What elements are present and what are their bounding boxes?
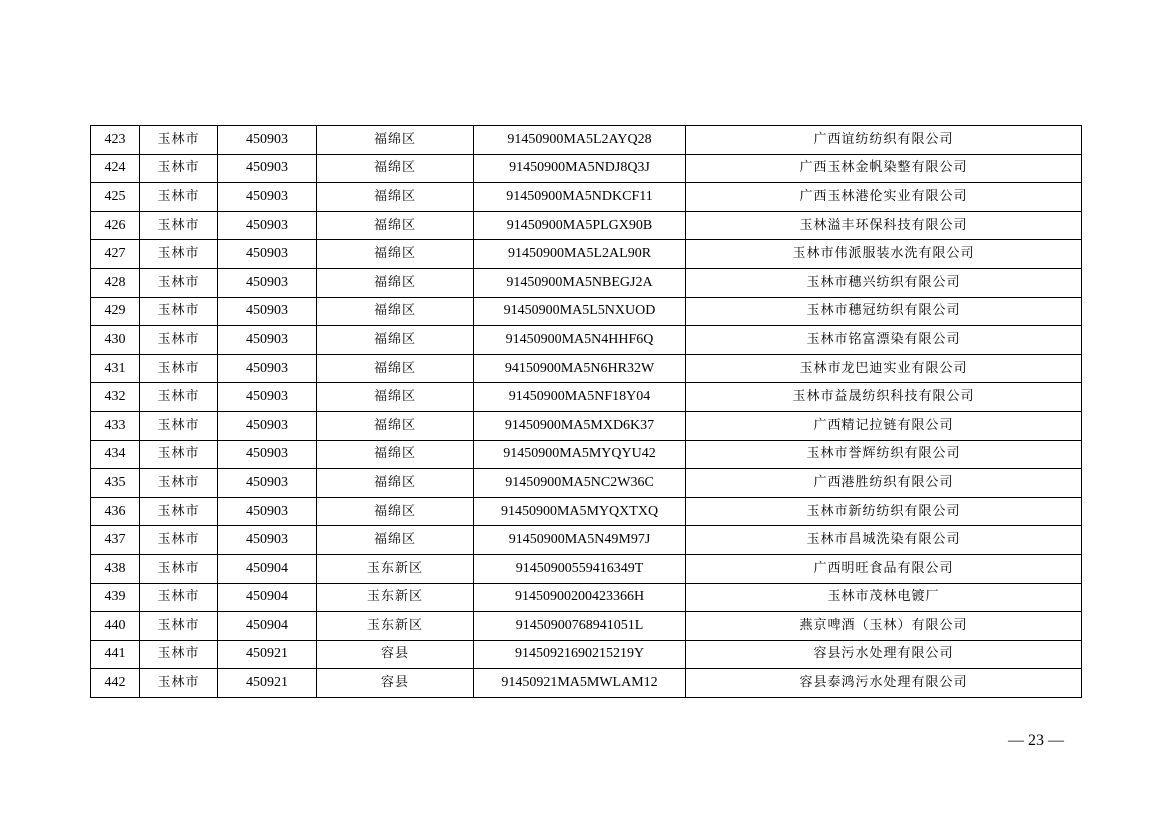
credit-code-cell: 94150900MA5N6HR32W bbox=[474, 354, 686, 383]
table-row bbox=[91, 240, 1082, 269]
credit-code-cell: 91450900MA5L5NXUOD bbox=[474, 297, 686, 326]
company-name-cell: 玉林市誉辉纺织有限公司 bbox=[686, 440, 1082, 469]
company-name-cell: 广西精记拉链有限公司 bbox=[686, 411, 1082, 440]
district-cell: 福绵区 bbox=[317, 297, 474, 326]
city-cell: 玉林市 bbox=[140, 583, 218, 612]
district-cell: 福绵区 bbox=[317, 440, 474, 469]
serial-number-cell: 423 bbox=[91, 126, 140, 155]
district-cell: 福绵区 bbox=[317, 411, 474, 440]
serial-number-cell: 426 bbox=[91, 211, 140, 240]
city-cell: 玉林市 bbox=[140, 354, 218, 383]
district-cell: 福绵区 bbox=[317, 469, 474, 498]
district-code-cell: 450903 bbox=[218, 326, 317, 355]
enterprise-table bbox=[90, 125, 1082, 698]
credit-code-cell: 91450900MA5N49M97J bbox=[474, 526, 686, 555]
table-row bbox=[91, 154, 1082, 183]
district-code-cell: 450921 bbox=[218, 640, 317, 669]
table-row bbox=[91, 612, 1082, 641]
serial-number-cell: 438 bbox=[91, 554, 140, 583]
district-cell: 福绵区 bbox=[317, 183, 474, 212]
district-code-cell: 450903 bbox=[218, 154, 317, 183]
credit-code-cell: 91450921MA5MWLAM12 bbox=[474, 669, 686, 698]
company-name-cell: 玉林市昌城洗染有限公司 bbox=[686, 526, 1082, 555]
serial-number-cell: 434 bbox=[91, 440, 140, 469]
table-row bbox=[91, 268, 1082, 297]
table-row bbox=[91, 326, 1082, 355]
table-row bbox=[91, 583, 1082, 612]
table-row bbox=[91, 354, 1082, 383]
district-cell: 福绵区 bbox=[317, 154, 474, 183]
city-cell: 玉林市 bbox=[140, 383, 218, 412]
credit-code-cell: 91450900MA5N4HHF6Q bbox=[474, 326, 686, 355]
table-row bbox=[91, 669, 1082, 698]
district-code-cell: 450903 bbox=[218, 469, 317, 498]
city-cell: 玉林市 bbox=[140, 126, 218, 155]
district-code-cell: 450904 bbox=[218, 554, 317, 583]
table-row bbox=[91, 411, 1082, 440]
serial-number-cell: 429 bbox=[91, 297, 140, 326]
district-cell: 福绵区 bbox=[317, 383, 474, 412]
serial-number-cell: 424 bbox=[91, 154, 140, 183]
table-row bbox=[91, 211, 1082, 240]
district-code-cell: 450903 bbox=[218, 240, 317, 269]
company-name-cell: 玉林市茂林电镀厂 bbox=[686, 583, 1082, 612]
table-row bbox=[91, 126, 1082, 155]
city-cell: 玉林市 bbox=[140, 326, 218, 355]
district-cell: 福绵区 bbox=[317, 211, 474, 240]
credit-code-cell: 91450900MA5L2AL90R bbox=[474, 240, 686, 269]
city-cell: 玉林市 bbox=[140, 640, 218, 669]
credit-code-cell: 91450900MA5NBEGJ2A bbox=[474, 268, 686, 297]
city-cell: 玉林市 bbox=[140, 154, 218, 183]
company-name-cell: 玉林溢丰环保科技有限公司 bbox=[686, 211, 1082, 240]
serial-number-cell: 433 bbox=[91, 411, 140, 440]
table-row bbox=[91, 469, 1082, 498]
district-code-cell: 450903 bbox=[218, 411, 317, 440]
district-code-cell: 450903 bbox=[218, 211, 317, 240]
credit-code-cell: 91450900MA5MYQYU42 bbox=[474, 440, 686, 469]
company-name-cell: 广西玉林金帆染整有限公司 bbox=[686, 154, 1082, 183]
credit-code-cell: 91450900768941051L bbox=[474, 612, 686, 641]
city-cell: 玉林市 bbox=[140, 183, 218, 212]
serial-number-cell: 425 bbox=[91, 183, 140, 212]
credit-code-cell: 91450900MA5MXD6K37 bbox=[474, 411, 686, 440]
credit-code-cell: 91450900MA5PLGX90B bbox=[474, 211, 686, 240]
serial-number-cell: 428 bbox=[91, 268, 140, 297]
city-cell: 玉林市 bbox=[140, 211, 218, 240]
district-code-cell: 450903 bbox=[218, 268, 317, 297]
district-code-cell: 450921 bbox=[218, 669, 317, 698]
district-cell: 福绵区 bbox=[317, 326, 474, 355]
district-cell: 玉东新区 bbox=[317, 583, 474, 612]
credit-code-cell: 91450900200423366H bbox=[474, 583, 686, 612]
district-cell: 福绵区 bbox=[317, 497, 474, 526]
district-cell: 福绵区 bbox=[317, 526, 474, 555]
serial-number-cell: 437 bbox=[91, 526, 140, 555]
company-name-cell: 广西港胜纺织有限公司 bbox=[686, 469, 1082, 498]
district-cell: 容县 bbox=[317, 669, 474, 698]
credit-code-cell: 91450900MA5L2AYQ28 bbox=[474, 126, 686, 155]
district-code-cell: 450903 bbox=[218, 354, 317, 383]
city-cell: 玉林市 bbox=[140, 497, 218, 526]
district-code-cell: 450903 bbox=[218, 497, 317, 526]
city-cell: 玉林市 bbox=[140, 526, 218, 555]
table-body bbox=[91, 126, 1082, 698]
company-name-cell: 玉林市龙巴迪实业有限公司 bbox=[686, 354, 1082, 383]
table-row bbox=[91, 297, 1082, 326]
district-code-cell: 450904 bbox=[218, 583, 317, 612]
company-name-cell: 容县污水处理有限公司 bbox=[686, 640, 1082, 669]
company-name-cell: 广西玉林港伦实业有限公司 bbox=[686, 183, 1082, 212]
city-cell: 玉林市 bbox=[140, 240, 218, 269]
city-cell: 玉林市 bbox=[140, 469, 218, 498]
district-code-cell: 450903 bbox=[218, 126, 317, 155]
district-cell: 容县 bbox=[317, 640, 474, 669]
table-row bbox=[91, 640, 1082, 669]
company-name-cell: 玉林市穗兴纺织有限公司 bbox=[686, 268, 1082, 297]
company-name-cell: 广西谊纺纺织有限公司 bbox=[686, 126, 1082, 155]
table-row bbox=[91, 526, 1082, 555]
credit-code-cell: 91450900559416349T bbox=[474, 554, 686, 583]
serial-number-cell: 430 bbox=[91, 326, 140, 355]
district-code-cell: 450903 bbox=[218, 183, 317, 212]
district-cell: 福绵区 bbox=[317, 126, 474, 155]
company-name-cell: 玉林市穗冠纺织有限公司 bbox=[686, 297, 1082, 326]
table-row bbox=[91, 497, 1082, 526]
serial-number-cell: 439 bbox=[91, 583, 140, 612]
table-row bbox=[91, 183, 1082, 212]
company-name-cell: 容县泰鸿污水处理有限公司 bbox=[686, 669, 1082, 698]
table-row bbox=[91, 383, 1082, 412]
credit-code-cell: 91450900MA5NF18Y04 bbox=[474, 383, 686, 412]
company-name-cell: 玉林市铭富漂染有限公司 bbox=[686, 326, 1082, 355]
city-cell: 玉林市 bbox=[140, 411, 218, 440]
serial-number-cell: 441 bbox=[91, 640, 140, 669]
company-name-cell: 玉林市伟派服装水洗有限公司 bbox=[686, 240, 1082, 269]
credit-code-cell: 91450900MA5NDJ8Q3J bbox=[474, 154, 686, 183]
district-cell: 福绵区 bbox=[317, 240, 474, 269]
district-cell: 玉东新区 bbox=[317, 612, 474, 641]
district-cell: 玉东新区 bbox=[317, 554, 474, 583]
city-cell: 玉林市 bbox=[140, 612, 218, 641]
district-code-cell: 450903 bbox=[218, 440, 317, 469]
district-code-cell: 450904 bbox=[218, 612, 317, 641]
district-code-cell: 450903 bbox=[218, 297, 317, 326]
page-number: — 23 — bbox=[1008, 732, 1064, 749]
company-name-cell: 玉林市益晟纺织科技有限公司 bbox=[686, 383, 1082, 412]
serial-number-cell: 431 bbox=[91, 354, 140, 383]
table-row bbox=[91, 440, 1082, 469]
serial-number-cell: 440 bbox=[91, 612, 140, 641]
city-cell: 玉林市 bbox=[140, 297, 218, 326]
table-row bbox=[91, 554, 1082, 583]
serial-number-cell: 435 bbox=[91, 469, 140, 498]
credit-code-cell: 91450900MA5NC2W36C bbox=[474, 469, 686, 498]
credit-code-cell: 91450921690215219Y bbox=[474, 640, 686, 669]
credit-code-cell: 91450900MA5MYQXTXQ bbox=[474, 497, 686, 526]
city-cell: 玉林市 bbox=[140, 440, 218, 469]
company-name-cell: 玉林市新纺纺织有限公司 bbox=[686, 497, 1082, 526]
serial-number-cell: 427 bbox=[91, 240, 140, 269]
serial-number-cell: 442 bbox=[91, 669, 140, 698]
city-cell: 玉林市 bbox=[140, 669, 218, 698]
city-cell: 玉林市 bbox=[140, 268, 218, 297]
district-code-cell: 450903 bbox=[218, 526, 317, 555]
district-code-cell: 450903 bbox=[218, 383, 317, 412]
credit-code-cell: 91450900MA5NDKCF11 bbox=[474, 183, 686, 212]
company-name-cell: 广西明旺食品有限公司 bbox=[686, 554, 1082, 583]
district-cell: 福绵区 bbox=[317, 354, 474, 383]
city-cell: 玉林市 bbox=[140, 554, 218, 583]
district-cell: 福绵区 bbox=[317, 268, 474, 297]
company-name-cell: 燕京啤酒（玉林）有限公司 bbox=[686, 612, 1082, 641]
serial-number-cell: 432 bbox=[91, 383, 140, 412]
serial-number-cell: 436 bbox=[91, 497, 140, 526]
